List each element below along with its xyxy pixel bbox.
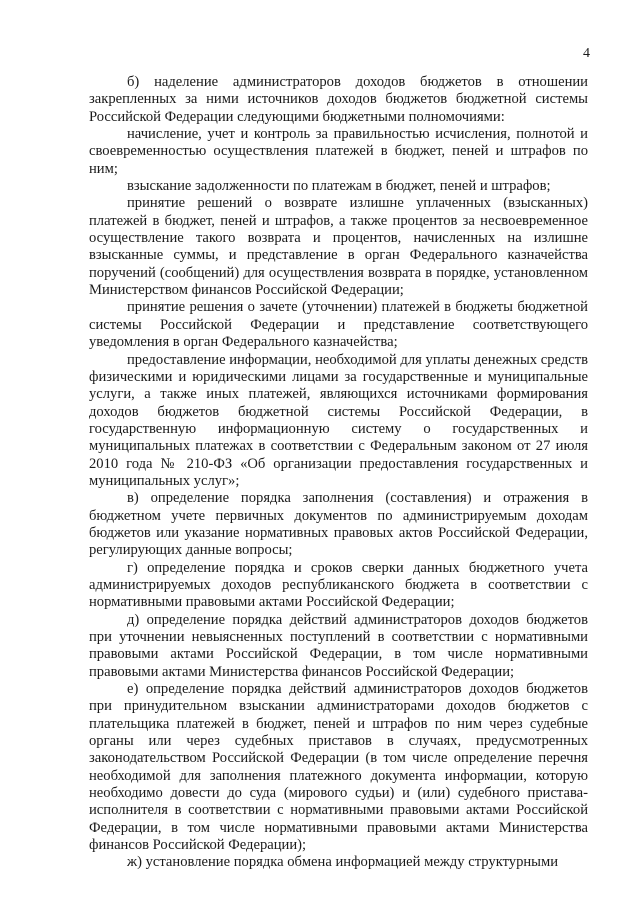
paragraph: начисление, учет и контроль за правильностью исчисления, полнотой и своевременностью осуществления платежей в бюджет, пеней и штрафов по ним; — [89, 126, 588, 177]
paragraph: д) определение порядка действий администраторов доходов бюджетов при уточнении невыясненных поступлений в соответствии с нормативными правовыми актами Российской Федерации, в том числе нормативными правовыми актами Министерства финансов Российской Федерации; — [89, 611, 588, 680]
paragraph: предоставление информации, необходимой для уплаты денежных средств физическими и юридическими лицами за государственные и муниципальные услуги, а также иных платежей, являющихся источниками формирования доходов бюджетов бюджетной системы Российской Федерации, в государственную информационную систему о государственных и муниципальных платежах в соответствии с Федеральным законом от 27 июля 2010 года № 210-ФЗ «Об организации предоставления государственных и муниципальных услуг»; — [89, 351, 588, 489]
paragraph: е) определение порядка действий администраторов доходов бюджетов при принудительном взыскании администраторами доходов бюджетов с плательщика платежей в бюджет, пеней и штрафов по ним через судебные органы или через судебных приставов в случаях, предусмотренных законодательством Российской Федерации (в том числе определение перечня необходимой для заполнения платежного документа информации, которую необходимо довести до суда (мирового судьи) и (или) судебного пристава-исполнителя в соответствии с нормативными правовыми актами Российской Федерации, в том числе нормативными правовыми актами Министерства финансов Российской Федерации); — [89, 681, 588, 854]
paragraph: б) наделение администраторов доходов бюджетов в отношении закрепленных за ними источников доходов бюджетов бюджетной системы Российской Федерации следующими бюджетными полномочиями: — [89, 74, 588, 125]
document-body — [89, 74, 588, 872]
paragraph: ж) установление порядка обмена информацией между структурными — [127, 854, 559, 871]
page-number: 4 — [583, 46, 590, 61]
paragraph: принятие решения о зачете (уточнении) платежей в бюджеты бюджетной системы Российской Федерации и представление соответствующего уведомления в орган Федерального казначейства; — [89, 299, 588, 351]
paragraph: г) определение порядка и сроков сверки данных бюджетного учета администрируемых доходов республиканского бюджета в соответствии с нормативными правовыми актами Российской Федерации; — [89, 559, 588, 611]
paragraph: принятие решений о возврате излишне уплаченных (взысканных) платежей в бюджет, пеней и штрафов, а также процентов за несвоевременное осуществление такого возврата и процентов, начисленных на излишне взысканные суммы, и представление в орган Федерального казначейства поручений (сообщений) для осуществления возврата в порядке, установленном Министерством финансов Российской Федерации; — [89, 195, 588, 299]
paragraph: взыскание задолженности по платежам в бюджет, пеней и штрафов; — [127, 178, 551, 195]
paragraph: в) определение порядка заполнения (составления) и отражения в бюджетном учете первичных документов по администрируемым доходам бюджетов или указание нормативных правовых актов Российской Федерации, регулирующих данные вопросы; — [89, 490, 588, 559]
